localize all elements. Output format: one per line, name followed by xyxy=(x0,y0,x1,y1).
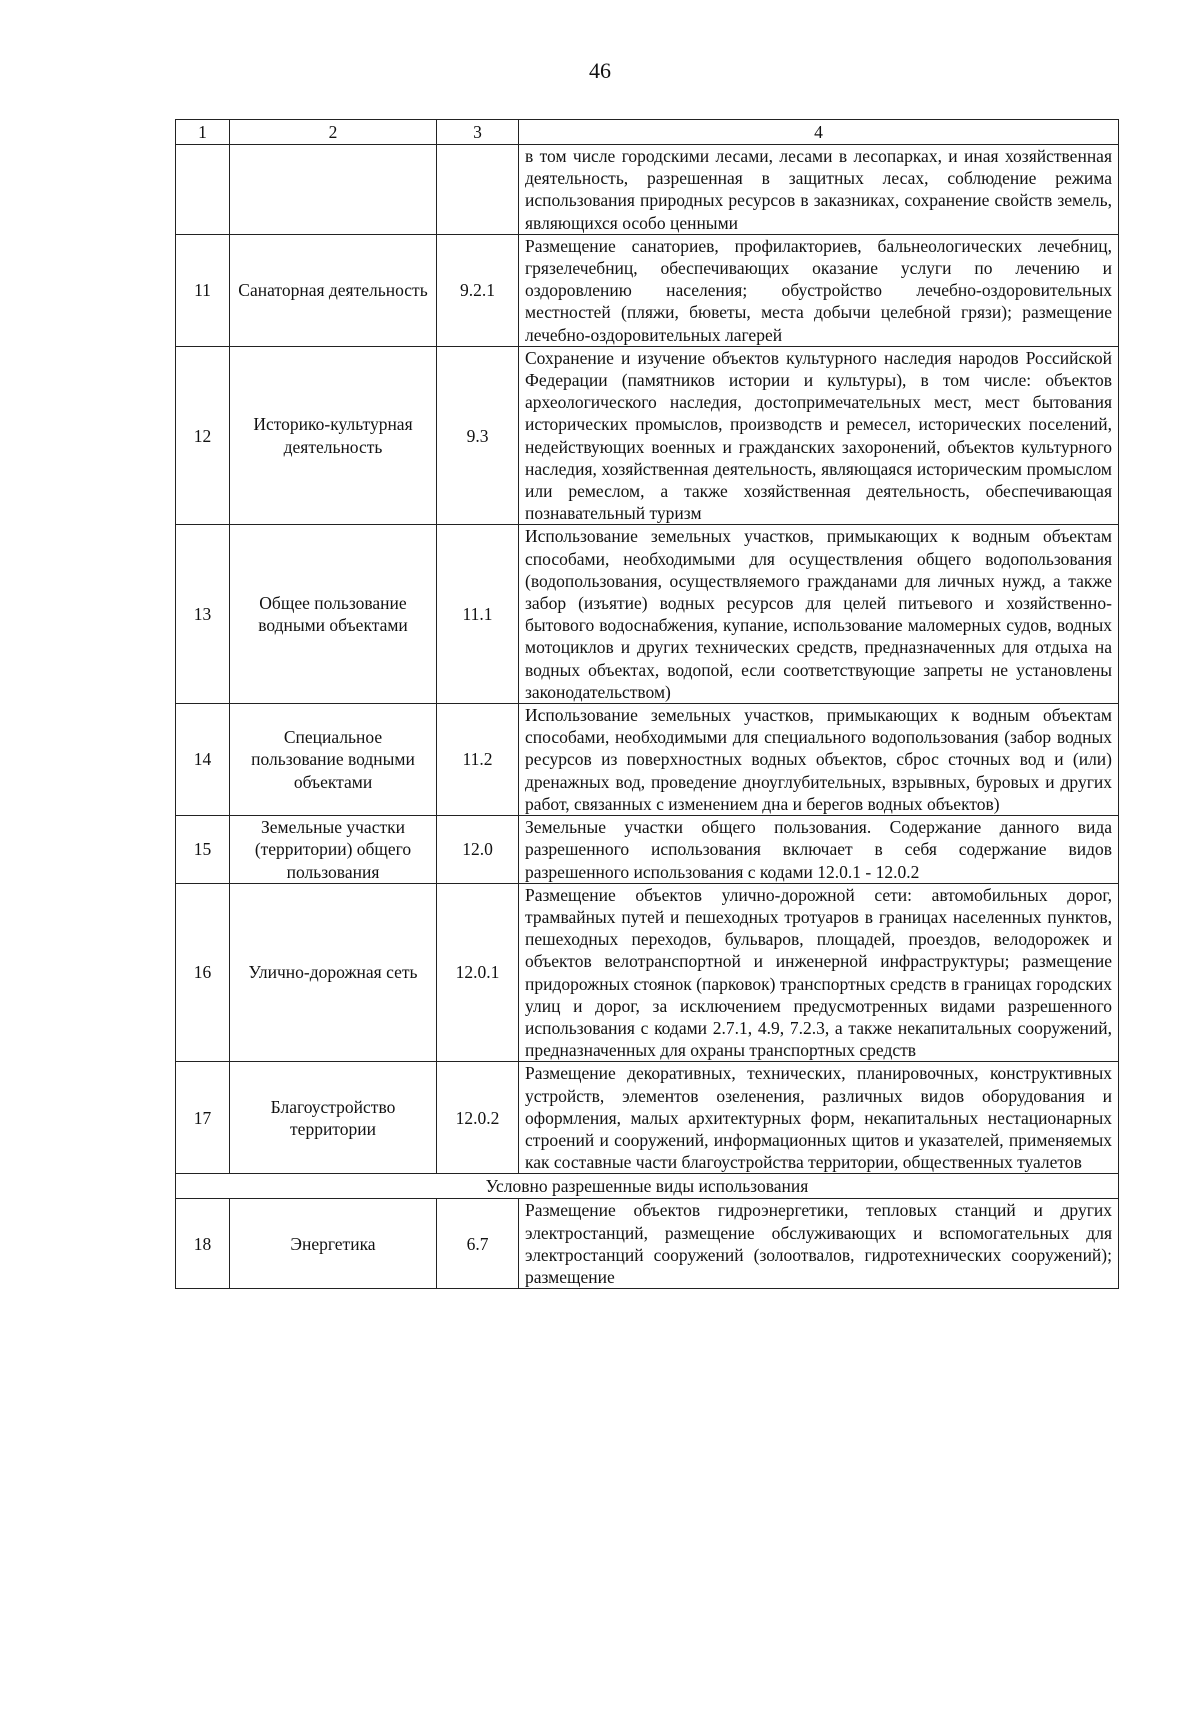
column-header: 1 xyxy=(176,120,230,145)
use-type-name xyxy=(230,145,437,235)
use-type-description: Земельные участки общего пользования. Содержание данного вида разрешенного использования включает в себя содержание видов разрешенного использования с кодами 12.0.1 - 12.0.2 xyxy=(519,816,1119,884)
use-type-code: 11.1 xyxy=(437,525,519,704)
page-number: 46 xyxy=(589,58,611,83)
column-header: 3 xyxy=(437,120,519,145)
use-type-description: Сохранение и изучение объектов культурного наследия народов Российской Федерации (памятников истории и культуры), в том числе: объектов археологического наследия, достопримечательных мест, мест бытования исторических промыслов, производств и ремесел, исторических поселений, недействующих военных и гражданских захоронений, объектов культурного наследия, хозяйственная деятельность, являющаяся историческим промыслом или ремеслом, а также хозяйственная деятельность, обеспечивающая познавательный туризм xyxy=(519,346,1119,525)
row-number: 18 xyxy=(176,1199,230,1289)
use-type-name: Специальное пользование водными объектами xyxy=(230,704,437,816)
table-row xyxy=(176,234,1119,346)
column-header: 4 xyxy=(519,120,1119,145)
use-type-code: 12.0.1 xyxy=(437,883,519,1062)
table-row xyxy=(176,704,1119,816)
row-number: 17 xyxy=(176,1062,230,1174)
row-number: 12 xyxy=(176,346,230,525)
table-header-row xyxy=(176,120,1119,145)
table-row xyxy=(176,525,1119,704)
table-row xyxy=(176,883,1119,1062)
use-type-code: 9.3 xyxy=(437,346,519,525)
use-type-description: Использование земельных участков, примыкающих к водным объектам способами, необходимыми для осуществления общего водопользования (водопользования, осуществляемого гражданами для личных нужд, а также забор (изъятие) водных ресурсов для целей питьевого и хозяйственно-бытового водоснабжения, купание, использование маломерных судов, водных мотоциклов и других технических средств, предназначенных для отдыха на водных объектах, водопой, если соответствующие запреты не установлены законодательством) xyxy=(519,525,1119,704)
table-row xyxy=(176,346,1119,525)
row-number: 15 xyxy=(176,816,230,884)
row-number xyxy=(176,145,230,235)
use-type-code: 12.0.2 xyxy=(437,1062,519,1174)
table-row xyxy=(176,1199,1119,1289)
table-row xyxy=(176,1062,1119,1174)
use-type-code: 9.2.1 xyxy=(437,234,519,346)
use-type-description: Использование земельных участков, примыкающих к водным объектам способами, необходимыми для специального водопользования (забор водных ресурсов из поверхностных водных объектов, сброс сточных вод и (или) дренажных вод, проведение дноуглубительных, взрывных, буровых и других работ, связанных с изменением дна и берегов водных объектов) xyxy=(519,704,1119,816)
row-number: 13 xyxy=(176,525,230,704)
use-type-code: 6.7 xyxy=(437,1199,519,1289)
use-type-name: Санаторная деятельность xyxy=(230,234,437,346)
use-type-name: Общее пользование водными объектами xyxy=(230,525,437,704)
table-row xyxy=(176,816,1119,884)
use-type-name: Благоустройство территории xyxy=(230,1062,437,1174)
use-type-description: Размещение декоративных, технических, планировочных, конструктивных устройств, элементов озеленения, различных видов оборудования и оформления, малых архитектурных форм, некапитальных нестационарных строений и сооружений, информационных щитов и указателей, применяемых как составные части благоустройства территории, общественных туалетов xyxy=(519,1062,1119,1174)
use-type-description: Размещение объектов улично-дорожной сети: автомобильных дорог, трамвайных путей и пешеходных тротуаров в границах населенных пунктов, пешеходных переходов, бульваров, площадей, проездов, велодорожек и объектов велотранспортной и инженерной инфраструктуры; размещение придорожных стоянок (парковок) транспортных средств в границах городских улиц и дорог, за исключением предусмотренных видами разрешенного использования с кодами 2.7.1, 4.9, 7.2.3, а также некапитальных сооружений, предназначенных для охраны транспортных средств xyxy=(519,883,1119,1062)
use-type-description: Размещение объектов гидроэнергетики, тепловых станций и других электростанций, размещение обслуживающих и вспомогательных для электростанций сооружений (золоотвалов, гидротехнических сооружений); размещение xyxy=(519,1199,1119,1289)
column-header: 2 xyxy=(230,120,437,145)
use-type-code: 12.0 xyxy=(437,816,519,884)
section-row xyxy=(176,1174,1119,1199)
use-type-description: в том числе городскими лесами, лесами в лесопарках, и иная хозяйственная деятельность, разрешенная в защитных лесах, соблюдение режима использования природных ресурсов в заказниках, сохранение свойств земель, являющихся особо ценными xyxy=(519,145,1119,235)
use-type-code: 11.2 xyxy=(437,704,519,816)
row-number: 14 xyxy=(176,704,230,816)
use-type-name: Историко-культурная деятельность xyxy=(230,346,437,525)
use-type-description: Размещение санаториев, профилакториев, бальнеологических лечебниц, грязелечебниц, обеспечивающих оказание услуги по лечению и оздоровлению населения; обустройство лечебно-оздоровительных местностей (пляжи, бюветы, места добычи целебной грязи); размещение лечебно-оздоровительных лагерей xyxy=(519,234,1119,346)
row-number: 16 xyxy=(176,883,230,1062)
use-type-code xyxy=(437,145,519,235)
use-type-name: Энергетика xyxy=(230,1199,437,1289)
section-title: Условно разрешенные виды использования xyxy=(176,1174,1119,1199)
row-number: 11 xyxy=(176,234,230,346)
use-type-name: Земельные участки (территории) общего пользования xyxy=(230,816,437,884)
land-use-table xyxy=(175,119,1119,1289)
table-row xyxy=(176,145,1119,235)
use-type-name: Улично-дорожная сеть xyxy=(230,883,437,1062)
